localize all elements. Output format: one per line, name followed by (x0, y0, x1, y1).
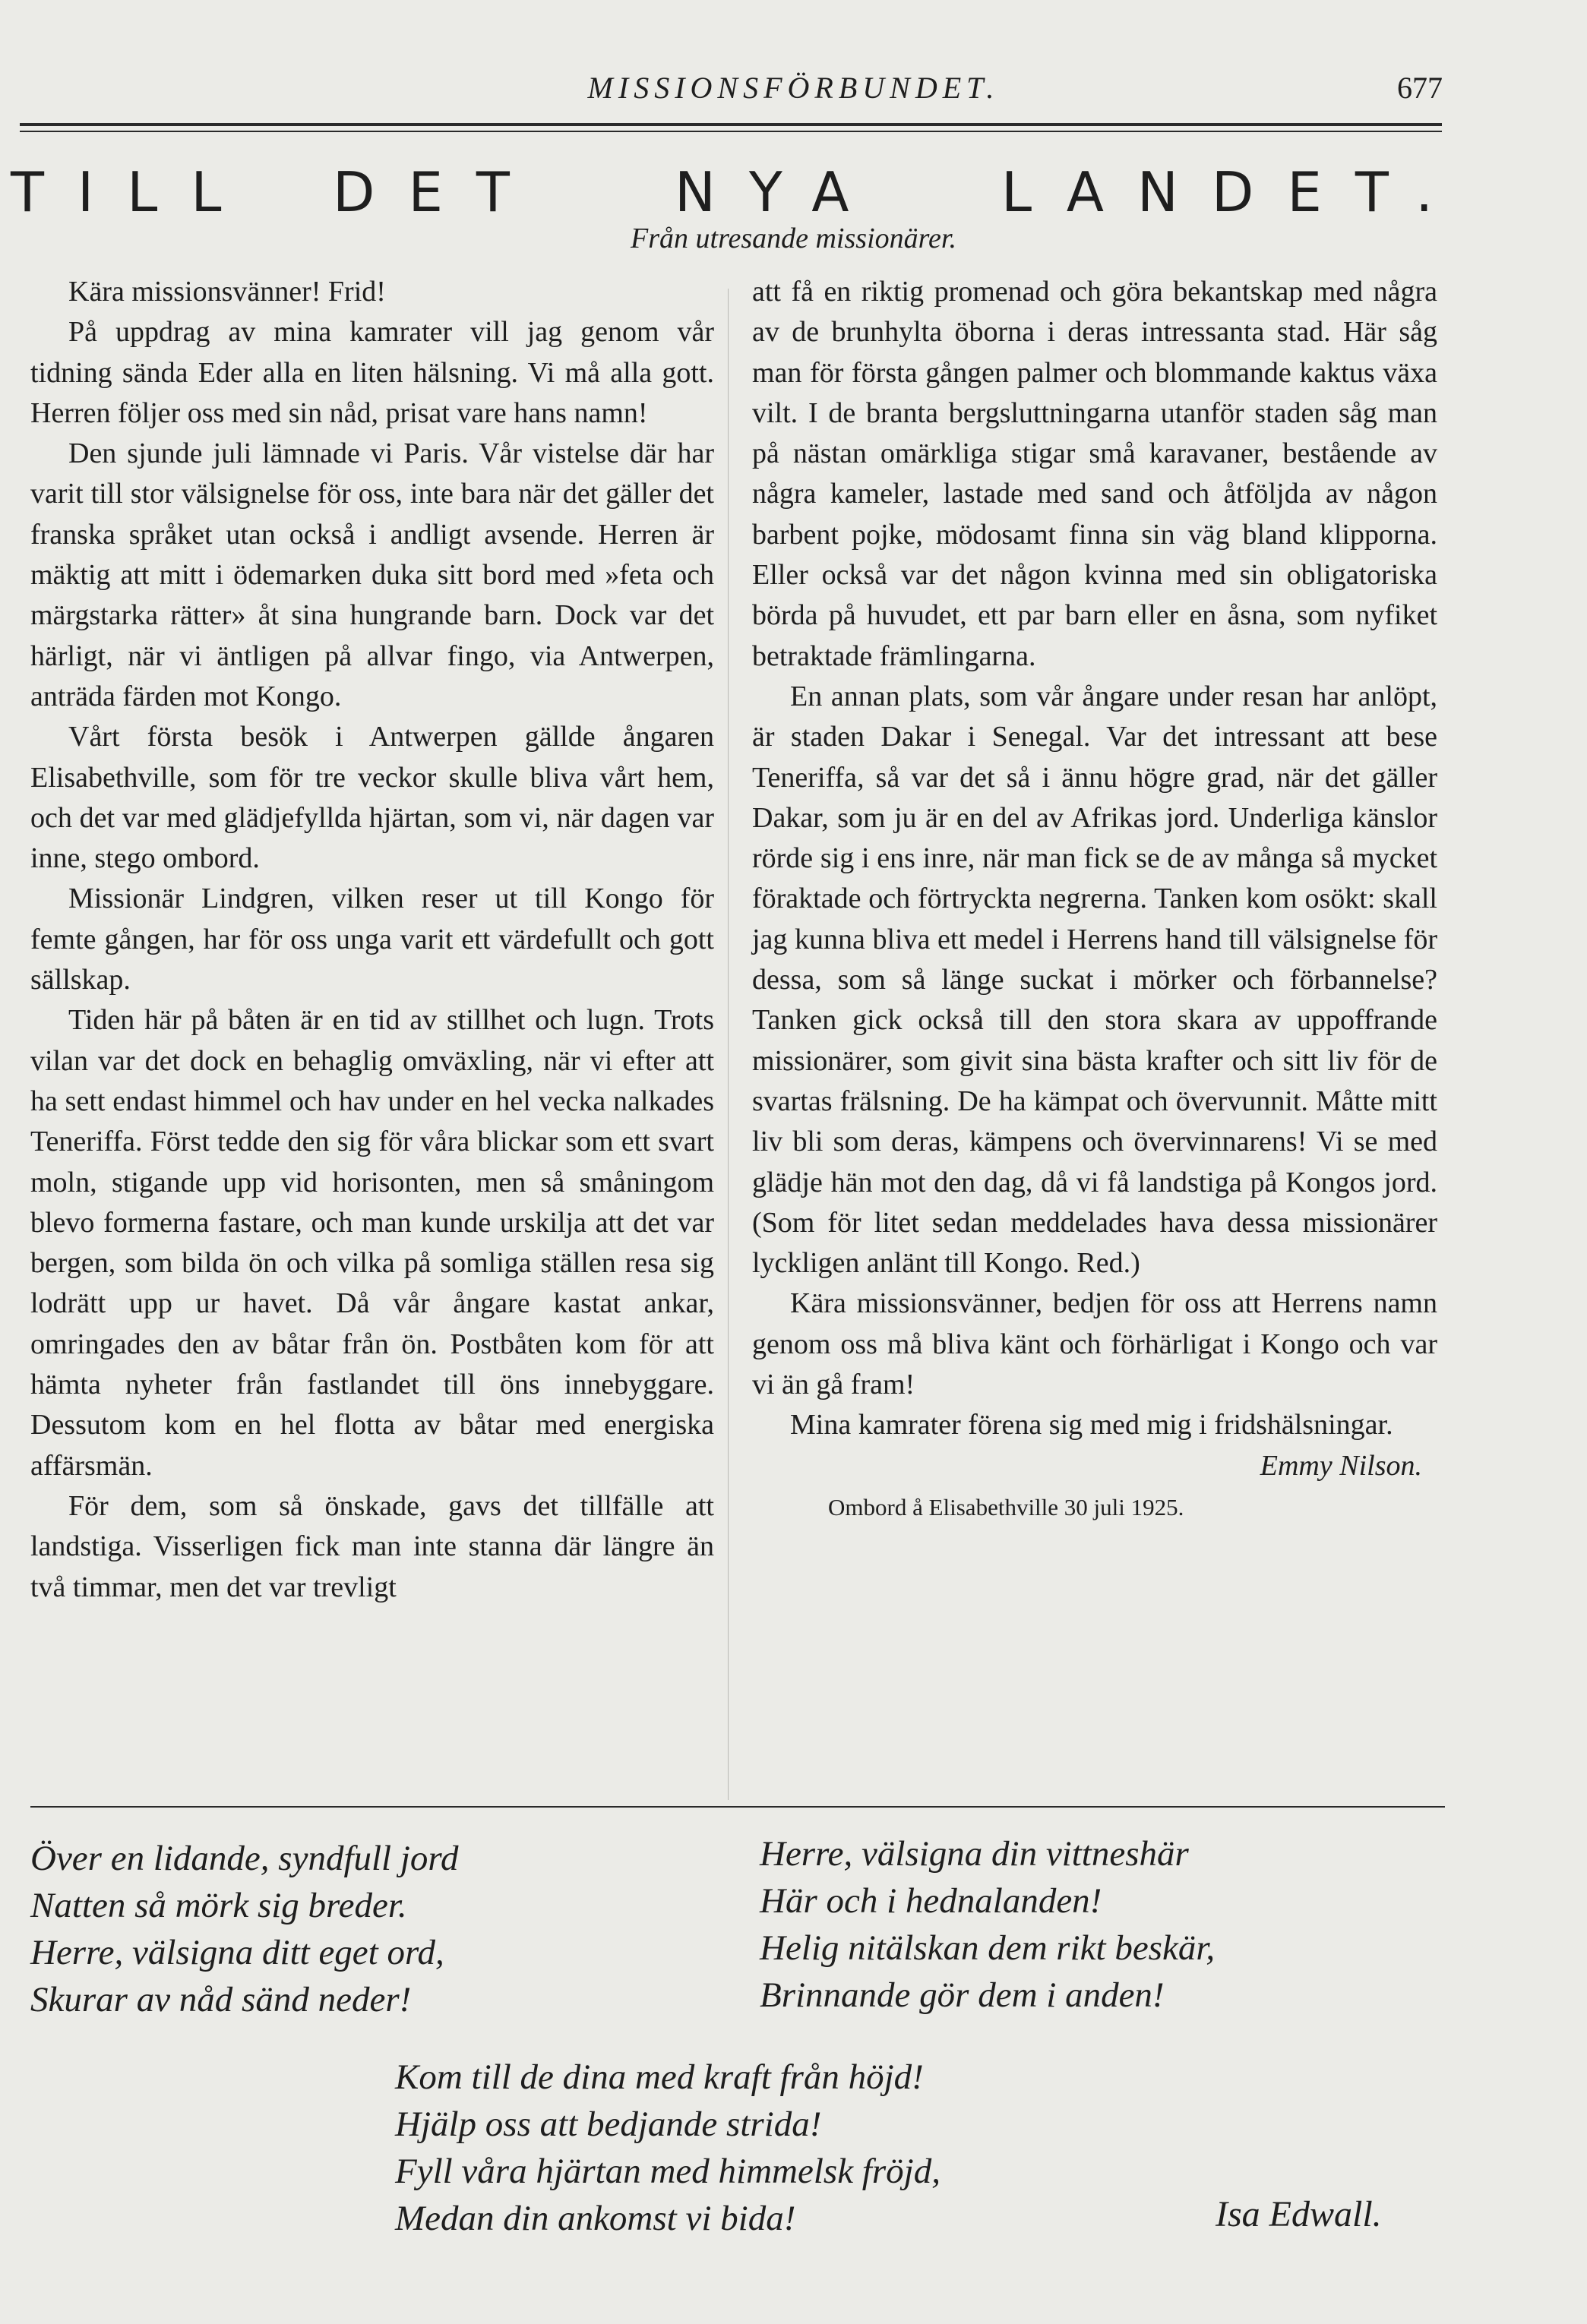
title-word-till: TILL (11, 160, 255, 224)
poem-line: Fyll våra hjärtan med himmelsk fröjd, (395, 2152, 941, 2191)
paragraph: Kära missionsvänner, bedjen för oss att Herrens namn genom oss må bliva känt och förhärligat i Kongo och var vi än gå fram! (752, 1287, 1437, 1401)
poem-stanza-right (760, 1830, 1215, 2019)
poem-stanza-final (395, 2054, 941, 2242)
poem-line: Hjälp oss att bedjande strida! (395, 2105, 822, 2144)
poem-line: Medan din ankomst vi bida! (395, 2199, 796, 2238)
header-rule-thin (20, 131, 1442, 132)
paragraph: På uppdrag av mina kamrater vill jag genom vår tidning sända Eder alla en liten hälsning. Vi må alla gott. Herren följer oss med sin nåd, prisat vare hans namn! (30, 316, 714, 429)
title-word-nya: NYA (675, 160, 883, 224)
poem-stanza-left (30, 1835, 458, 2023)
paragraph: Vårt första besök i Antwerpen gällde ångaren Elisabethville, som för tre veckor skulle bliva vårt hem, och det var med glädjefyllda hjärtan, som vi, när dagen var inne, stego ombord. (30, 721, 714, 875)
right-column (752, 272, 1437, 1529)
paragraph: Den sjunde juli lämnade vi Paris. Vår vistelse där har varit till stor välsignelse för oss, inte bara när det gäller det franska språket utan också i andligt avsende. Herren är mäktig att mitt i ödemarken duka sitt bord med »feta och märgstarka rätter» åt sina hungrande barn. Dock var det härligt, när vi äntligen på allvar fingo, via Antwerpen, anträda färden mot Kongo. (30, 437, 714, 712)
paragraph: Kära missionsvänner! Frid! (68, 276, 386, 308)
signature: Emmy Nilson. (1260, 1449, 1422, 1482)
article-end-rule (30, 1806, 1445, 1808)
page-number: 677 (1397, 71, 1443, 105)
left-column (30, 272, 714, 1608)
dateline: Ombord å Elisabethville 30 juli 1925. (828, 1493, 1184, 1520)
paragraph: Tiden här på båten är en tid av stillhet och lugn. Trots vilan var det dock en behaglig omväxling, när vi efter att ha sett endast himmel och hav under en hel vecka nalkades Teneriffa. Först tedde den sig för våra blickar som ett svart moln, stigande upp vid horisonten, men så småningom blevo formerna fastare, och man kunde urskilja att det var bergen, som bilda ön och vilka på somliga ställen resa sig lodrätt upp ur havet. Då vår ångare kastat ankar, omringades den av båtar från ön. Postbåten kom för att hämta nyheter från fastlandet till öns innebyggare. Dessutom kom en hel flotta av båtar med energiska affärsmän. (30, 1004, 714, 1482)
poem-author: Isa Edwall. (1216, 2194, 1382, 2234)
poem-line: Herre, välsigna din vittneshär (760, 1834, 1189, 1874)
poem-line: Kom till de dina med kraft från höjd! (395, 2057, 924, 2097)
poem-line: Här och i hednalanden! (760, 1881, 1102, 1921)
paragraph: För dem, som så önskade, gavs det tillfälle att landstiga. Visserligen fick man inte stanna där längre än två timmar, men det var trevligt (30, 1489, 714, 1603)
poem-line: Natten så mörk sig breder. (30, 1886, 407, 1925)
title-word-landet: LANDET. (1001, 160, 1467, 224)
poem-line: Skurar av nåd sänd neder! (30, 1980, 412, 2019)
running-head: MISSIONSFÖRBUNDET. (587, 71, 1000, 105)
title-word-det: DET (333, 160, 543, 224)
column-divider (728, 289, 729, 1800)
paragraph: Missionär Lindgren, vilken reser ut till Kongo för femte gången, har för oss unga varit ett värdefullt och gott sällskap. (30, 883, 714, 996)
article-subtitle: Från utresande missionärer. (631, 223, 956, 254)
poem-line: Brinnande gör dem i anden! (760, 1975, 1165, 2015)
header-rule-thick (20, 123, 1442, 126)
paragraph: Mina kamrater förena sig med mig i fridshälsningar. (790, 1409, 1393, 1441)
poem-line: Herre, välsigna ditt eget ord, (30, 1933, 444, 1972)
paragraph: att få en riktig promenad och göra bekantskap med några av de brunhylta öborna i deras intressanta stad. Här såg man för första gången palmer och blommande kaktus växa vilt. I de branta bergsluttningarna utanför staden såg man på nästan omärkliga stigar små karavaner, bestående av några kameler, lastade med sand och åtföljda av någon barbent pojke, mödosamt finna sin väg bland klipporna. Eller också var det någon kvinna med sin obligatoriska börda på huvudet, ett par barn eller en åsna, som nyfiket betraktade främlingarna. (752, 276, 1437, 672)
paragraph: En annan plats, som vår ångare under resan har anlöpt, är staden Dakar i Senegal. Var det intressant att bese Teneriffa, så var det så i ännu högre grad, när det gäller Dakar, som ju är en del av Afrikas jord. Underliga känslor rörde sig i ens inre, när man fick se de av många så mycket föraktade och förtryckta negrerna. Tanken kom osökt: skall jag kunna bliva ett medel i Herrens hand till välsignelse för dessa, som så länge suckat i mörker och förbannelse? Tanken gick också till den stora skara av uppoffrande missionärer, som givit sina bästa krafter och sitt liv för de svartas frälsning. De ha kämpat och övervunnit. Måtte mitt liv bli som deras, kämpens och övervinnarens! Vi se med glädje hän mot den dag, då vi få landstiga på Kongos jord. (Som för litet sedan meddelades hava dessa missionärer lyckligen anlänt till Kongo. Red.) (752, 680, 1437, 1280)
poem-line: Helig nitälskan dem rikt beskär, (760, 1928, 1216, 1968)
poem-line: Över en lidande, syndfull jord (30, 1839, 459, 1878)
